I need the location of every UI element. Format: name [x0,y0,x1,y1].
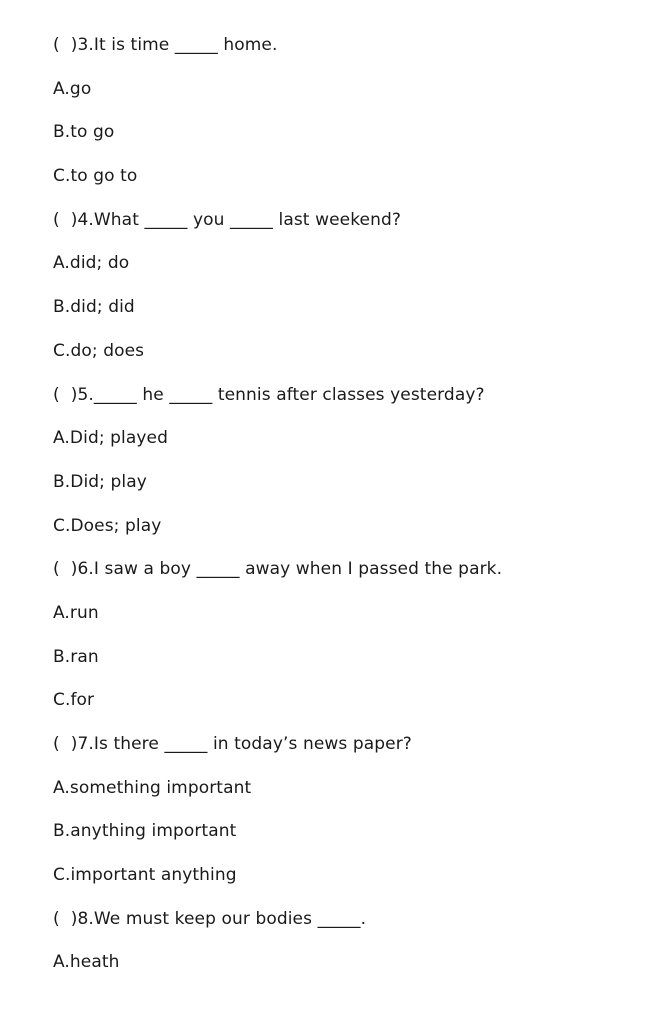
answer-option: B.Did; play [53,471,147,492]
question-stem: ( )5._____ he _____ tennis after classes yesterday? [53,384,485,405]
answer-option: A.heath [53,952,120,973]
answer-option: B.ran [53,646,99,667]
answer-option: C.for [53,690,95,711]
answer-option: C.to go to [53,166,138,187]
answer-option: A.did; do [53,253,130,274]
question-stem: ( )6.I saw a boy _____ away when I passed the park. [53,559,503,580]
answer-option: A.something important [53,777,252,798]
worksheet [53,34,633,995]
answer-option: A.go [53,78,92,99]
answer-option: A.Did; played [53,428,169,449]
answer-option: B.did; did [53,297,135,318]
question-stem: ( )3.It is time _____ home. [53,35,278,55]
answer-option: C.Does; play [53,515,162,536]
answer-option: B.anything important [53,821,237,842]
answer-option: A.run [53,602,99,623]
question-stem: ( )8.We must keep our bodies _____. [53,908,367,929]
answer-option: C.do; does [53,340,145,361]
question-stem: ( )4.What _____ you _____ last weekend? [53,209,401,230]
answer-option: B.to go [53,122,115,143]
question-stem: ( )7.Is there _____ in today’s news paper? [53,734,412,754]
answer-option: C.important anything [53,865,237,886]
